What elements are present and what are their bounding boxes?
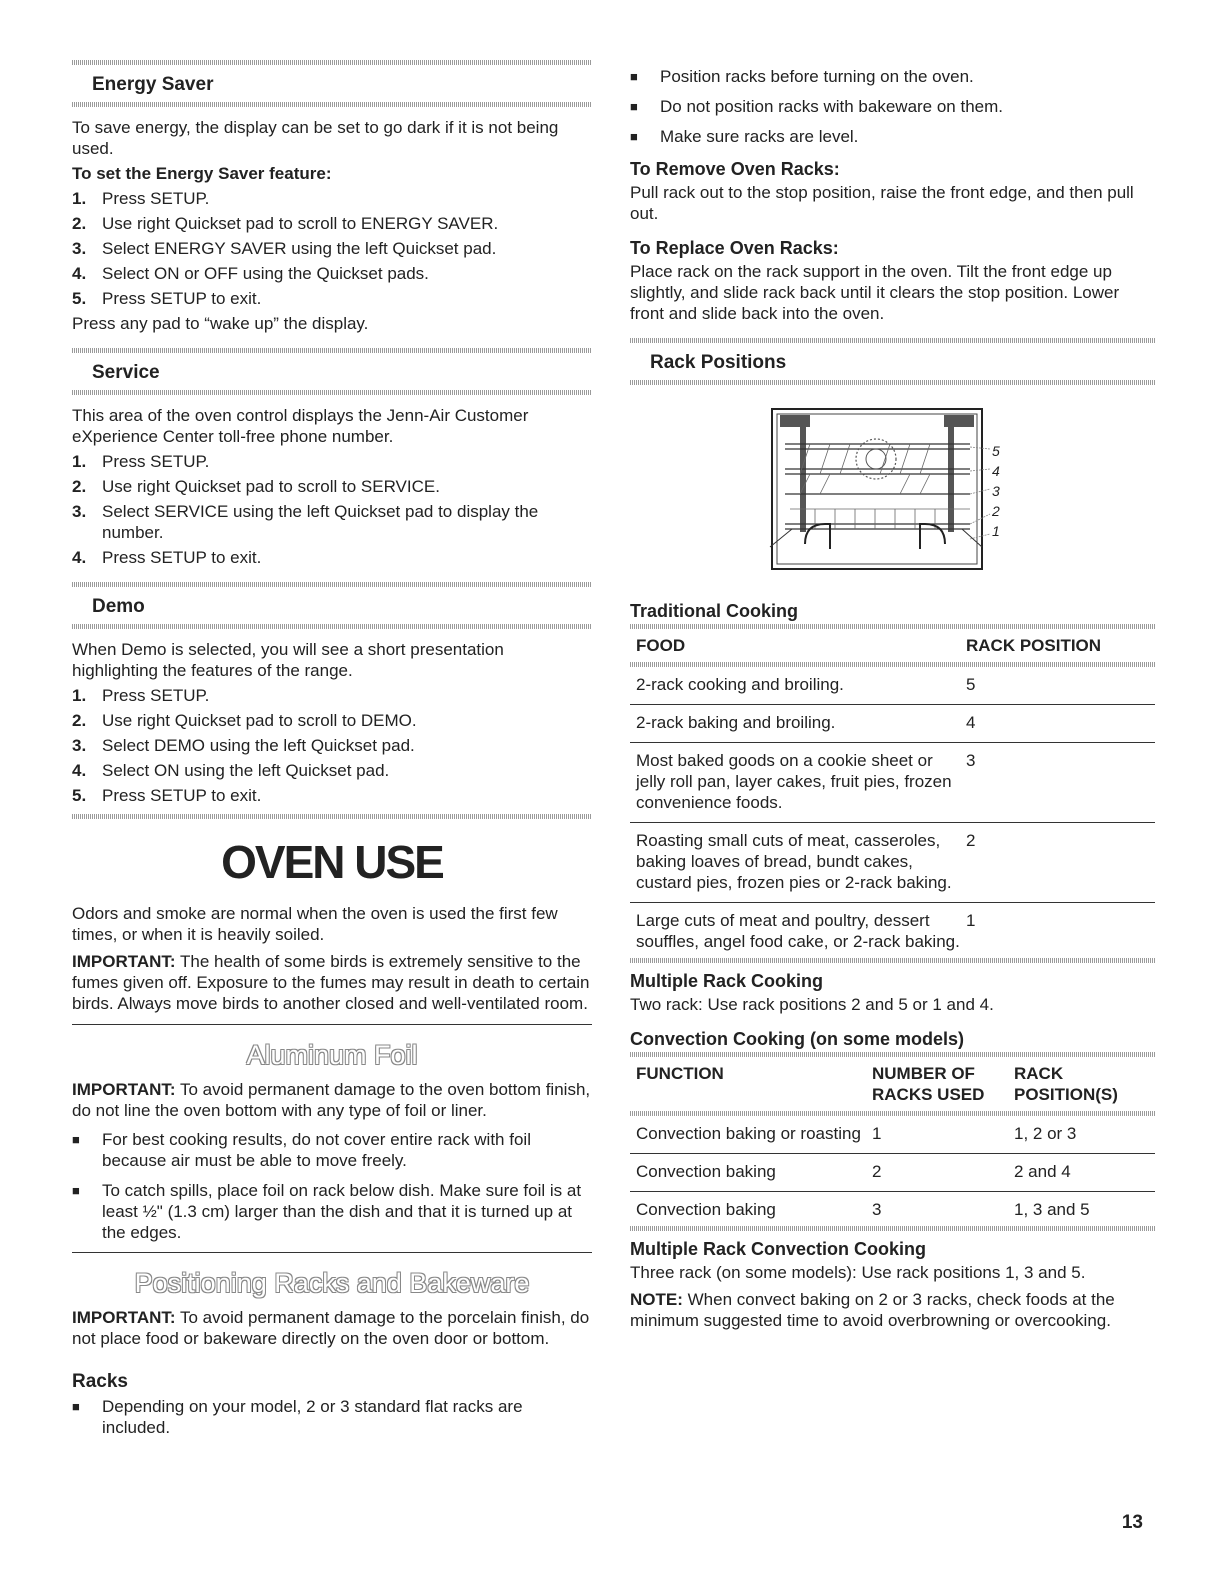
- multi-convection-text: Three rack (on some models): Use rack positions 1, 3 and 5.: [630, 1263, 1086, 1282]
- list-item: ■ Make sure racks are level.: [630, 127, 859, 146]
- demo-heading: Demo: [92, 596, 145, 617]
- traditional-cooking-table: [630, 629, 1155, 958]
- traditional-cooking-heading: Traditional Cooking: [630, 601, 799, 621]
- rack-positions-heading: Rack Positions: [650, 352, 787, 373]
- rack-position-labels: [992, 441, 1000, 541]
- list-item: 5. Press SETUP to exit.: [72, 786, 262, 805]
- multi-convection-note: NOTE: When convect baking on 2 or 3 racks, check foods at the minimum suggested time to avoid overbrowning or overcooking.: [630, 1290, 1115, 1330]
- list-item: 2. Use right Quickset pad to scroll to ENERGY SAVER.: [72, 214, 499, 233]
- rack-label-3: 3: [992, 483, 1000, 499]
- multi-convection-heading: Multiple Rack Convection Cooking: [630, 1239, 927, 1259]
- table-row: Most baked goods on a cookie sheet or jelly roll pan, layer cakes, fruit pies, frozen convenience foods. 3: [630, 743, 1155, 823]
- table-row: Convection baking or roasting 1 1, 2 or 3: [630, 1116, 1155, 1154]
- section-rule: [630, 380, 1155, 385]
- column-header: RACK POSITION(S): [1014, 1064, 1118, 1104]
- list-item: 3. Select SERVICE using the left Quickset pad to display the number.: [72, 502, 539, 542]
- table-row: 2-rack cooking and broiling. 5: [630, 667, 1155, 705]
- section-rule: [72, 624, 592, 629]
- section-rule: [72, 390, 592, 395]
- column-header: RACK POSITION: [966, 636, 1102, 655]
- positioning-heading: Positioning Racks and Bakeware: [134, 1268, 530, 1298]
- section-rule: [72, 814, 592, 819]
- positioning-important: IMPORTANT: To avoid permanent damage to the porcelain finish, do not place food or bakeware directly on the oven door or bottom.: [72, 1308, 590, 1348]
- list-item: 3. Select ENERGY SAVER using the left Quickset pad.: [72, 239, 497, 258]
- page-number: 13: [1121, 1512, 1143, 1533]
- section-rule: [630, 1226, 1155, 1231]
- aluminum-foil-heading: Aluminum Foil: [246, 1040, 418, 1070]
- convection-table: [630, 1057, 1155, 1226]
- remove-racks-heading: To Remove Oven Racks:: [630, 159, 840, 179]
- column-header: FOOD: [636, 636, 686, 655]
- energy-saver-intro: To save energy, the display can be set to go dark if it is not being used.: [72, 118, 559, 158]
- list-item: ■ Position racks before turning on the oven.: [630, 67, 974, 86]
- convection-heading: Convection Cooking (on some models): [630, 1029, 965, 1049]
- racks-bullets-left: [72, 1396, 592, 1438]
- left-column: [72, 60, 592, 1447]
- rack-label-1: 1: [992, 523, 1000, 539]
- list-item: ■ For best cooking results, do not cover entire rack with foil because air must be able to move freely.: [72, 1130, 531, 1170]
- service-heading: Service: [92, 362, 160, 383]
- list-item: 2. Use right Quickset pad to scroll to DEMO.: [72, 711, 417, 730]
- column-header: FUNCTION: [636, 1064, 724, 1083]
- rack-label-4: 4: [992, 463, 1000, 479]
- multiple-rack-text: Two rack: Use rack positions 2 and 5 or 1 and 4.: [630, 995, 994, 1014]
- multiple-rack-heading: Multiple Rack Cooking: [630, 971, 824, 991]
- replace-racks-heading: To Replace Oven Racks:: [630, 238, 839, 258]
- table-row: 2-rack baking and broiling. 4: [630, 705, 1155, 743]
- energy-saver-heading: Energy Saver: [92, 74, 214, 95]
- oven-use-important: IMPORTANT: The health of some birds is extremely sensitive to the fumes given off. Exposure to the fumes may result in death to certain birds. Always move birds to another closed and well-ventilated room.: [72, 952, 590, 1013]
- list-item: ■ Do not position racks with bakeware on them.: [630, 97, 1004, 116]
- list-item: ■ To catch spills, place foil on rack below dish. Make sure foil is at least ½" (1.3 cm) larger than the dish and that it is turned up at the edges.: [72, 1181, 582, 1242]
- oven-use-title: OVEN USE: [221, 836, 443, 888]
- list-item: 3. Select DEMO using the left Quickset pad.: [72, 736, 415, 755]
- service-steps: [72, 451, 592, 568]
- section-rule: [630, 958, 1155, 963]
- energy-saver-after: Press any pad to “wake up” the display.: [72, 314, 369, 333]
- list-item: 5. Press SETUP to exit.: [72, 289, 262, 308]
- oven-illustration: [630, 399, 1155, 589]
- table-header-row: [630, 629, 1155, 662]
- list-item: 4. Select ON or OFF using the Quickset pads.: [72, 264, 429, 283]
- table-row: Convection baking 2 2 and 4: [630, 1154, 1155, 1192]
- racks-heading: Racks: [72, 1371, 128, 1392]
- list-item: 1. Press SETUP.: [72, 452, 210, 471]
- demo-steps: [72, 685, 592, 806]
- energy-saver-subhead: To set the Energy Saver feature:: [72, 164, 332, 183]
- foil-bullets: [72, 1129, 592, 1243]
- list-item: 1. Press SETUP.: [72, 686, 210, 705]
- table-row: Roasting small cuts of meat, casseroles, baking loaves of bread, bundt cakes, custard pies, frozen pies or 2-rack baking. 2: [630, 823, 1155, 903]
- table-header-row: [630, 1057, 1155, 1111]
- list-item: 4. Press SETUP to exit.: [72, 548, 262, 567]
- replace-racks-text: Place rack on the rack support in the oven. Tilt the front edge up slightly, and slide rack back until it clears the stop position. Lower front and slide back into the oven.: [630, 262, 1120, 323]
- table-row: Convection baking 3 1, 3 and 5: [636, 1200, 1090, 1219]
- list-item: ■ Depending on your model, 2 or 3 standard flat racks are included.: [72, 1397, 523, 1437]
- section-rule: [72, 102, 592, 107]
- section-rule: [72, 1024, 592, 1025]
- racks-bullets-right: [630, 66, 1155, 147]
- section-rule: [72, 1252, 592, 1253]
- remove-racks-text: Pull rack out to the stop position, raise the front edge, and then pull out.: [630, 183, 1134, 223]
- oven-rack-diagram: [630, 399, 1155, 589]
- table-row: Large cuts of meat and poultry, dessert souffles, angel food cake, or 2-rack baking. 1: [636, 911, 976, 951]
- oven-use-intro: Odors and smoke are normal when the oven is used the first few times, or when it is heavily soiled.: [72, 904, 558, 944]
- foil-important: IMPORTANT: To avoid permanent damage to the oven bottom finish, do not line the oven bottom with any type of foil or liner.: [72, 1080, 591, 1120]
- list-item: 2. Use right Quickset pad to scroll to SERVICE.: [72, 477, 440, 496]
- list-item: 1. Press SETUP.: [72, 189, 210, 208]
- rack-label-2: 2: [992, 503, 1000, 519]
- demo-intro: When Demo is selected, you will see a short presentation highlighting the features of the range.: [72, 640, 504, 680]
- list-item: 4. Select ON using the left Quickset pad.: [72, 761, 390, 780]
- column-header: NUMBER OF RACKS USED: [872, 1064, 985, 1104]
- energy-saver-steps: [72, 188, 592, 309]
- right-column: [630, 66, 1155, 1331]
- service-intro: This area of the oven control displays the Jenn-Air Customer eXperience Center toll-free phone number.: [72, 406, 529, 446]
- rack-label-5: 5: [992, 443, 1000, 459]
